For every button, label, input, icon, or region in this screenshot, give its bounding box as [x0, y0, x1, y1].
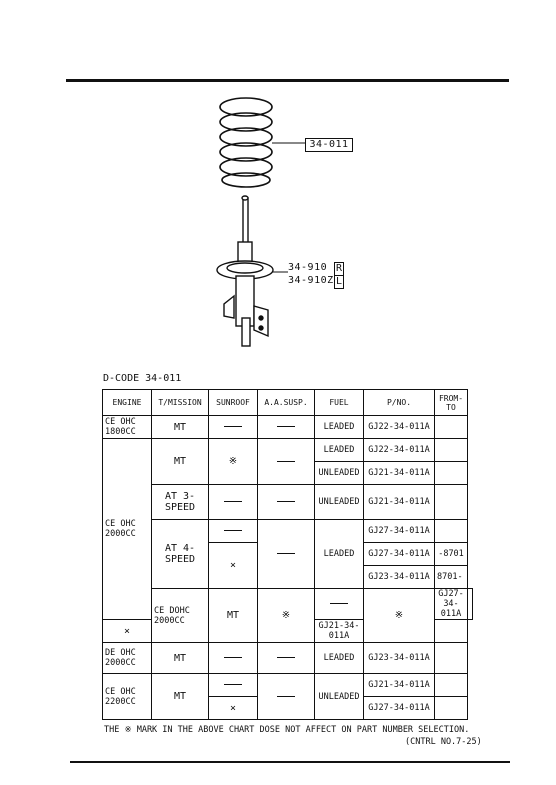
- sunroof-cell: ×: [209, 543, 258, 589]
- engine-cell: CE OHC 1800CC: [103, 416, 152, 439]
- sunroof-cell: [209, 416, 258, 439]
- part-number-cell: GJ22-34-011A: [364, 416, 435, 439]
- engine-cell: DE OHC 2000CC: [103, 643, 152, 674]
- table-row: [103, 520, 473, 543]
- aa-susp-cell: [315, 589, 364, 620]
- fuel-cell: LEADED: [315, 416, 364, 439]
- d-code-label: D-CODE 34-011: [103, 373, 182, 384]
- control-number: (CNTRL NO.7-25): [405, 737, 482, 747]
- sunroof-cell: [209, 520, 258, 543]
- from-to-cell: [468, 589, 473, 620]
- from-to-cell: [435, 485, 468, 520]
- part-number-cell: GJ27-34-011A: [364, 697, 435, 720]
- table-row: [103, 416, 473, 439]
- dash-mark: [277, 657, 295, 658]
- sunroof-cell: ※: [209, 439, 258, 485]
- dash-mark: [277, 426, 295, 427]
- engine-cell: CE DOHC 2000CC: [152, 589, 209, 643]
- fuel-cell: UNLEADED: [315, 674, 364, 720]
- strut-left-callout: 34-910Z: [288, 275, 334, 286]
- dash-mark: [224, 530, 242, 531]
- fuel-cell: LEADED: [315, 520, 364, 589]
- table-row: [103, 674, 473, 697]
- transmission-cell: MT: [152, 643, 209, 674]
- strut-assembly-diagram: [200, 92, 360, 362]
- part-number-cell: GJ21-34-011A: [315, 620, 364, 643]
- from-to-cell: [435, 439, 468, 462]
- dash-mark: [330, 603, 348, 604]
- header-aa-susp: A.A.SUSP.: [258, 390, 315, 416]
- dash-mark: [224, 684, 242, 685]
- aa-susp-cell: [258, 485, 315, 520]
- footnote: THE ※ MARK IN THE ABOVE CHART DOSE NOT AFFECT ON PART NUMBER SELECTION.: [104, 725, 470, 735]
- aa-susp-cell: ×: [103, 620, 152, 643]
- side-right-label: R: [336, 263, 343, 274]
- sunroof-cell: ×: [209, 697, 258, 720]
- dash-mark: [224, 657, 242, 658]
- fuel-cell: LEADED: [315, 643, 364, 674]
- dash-mark: [277, 501, 295, 502]
- strut-right-callout: 34-910: [288, 262, 328, 273]
- transmission-cell: MT: [152, 416, 209, 439]
- part-number-cell: GJ27-34-011A: [364, 520, 435, 543]
- header-transmission: T/MISSION: [152, 390, 209, 416]
- top-rule: [66, 79, 509, 82]
- from-to-cell: 8701-: [435, 566, 468, 589]
- from-to-cell: [435, 416, 468, 439]
- part-number-cell: GJ23-34-011A: [364, 566, 435, 589]
- sunroof-cell: ※: [258, 589, 315, 643]
- part-number-cell: GJ21-34-011A: [364, 674, 435, 697]
- aa-susp-cell: [258, 416, 315, 439]
- header-fuel: FUEL: [315, 390, 364, 416]
- table-row: [103, 589, 473, 620]
- part-number-cell: GJ23-34-011A: [364, 643, 435, 674]
- from-to-cell: -8701: [435, 543, 468, 566]
- header-sunroof: SUNROOF: [209, 390, 258, 416]
- transmission-cell: AT 3-SPEED: [152, 485, 209, 520]
- from-to-cell: [435, 697, 468, 720]
- header-part-number: P/NO.: [364, 390, 435, 416]
- engine-cell: CE OHC 2200CC: [103, 674, 152, 720]
- table-row: [103, 485, 473, 520]
- transmission-cell: MT: [152, 674, 209, 720]
- side-left-label: L: [336, 276, 343, 287]
- part-number-cell: GJ21-34-011A: [364, 462, 435, 485]
- aa-susp-cell: [258, 643, 315, 674]
- header-from-to: FROM-TO: [435, 390, 468, 416]
- table-row: [103, 439, 473, 462]
- fuel-cell: UNLEADED: [315, 485, 364, 520]
- transmission-cell: MT: [152, 439, 209, 485]
- spring-part-callout: 34-011: [305, 138, 353, 152]
- aa-susp-cell: [258, 439, 315, 485]
- from-to-cell: [435, 462, 468, 485]
- table-header-row: [103, 390, 473, 416]
- dash-mark: [277, 696, 295, 697]
- from-to-cell: [435, 674, 468, 697]
- dash-mark: [224, 501, 242, 502]
- engine-cell: CE OHC 2000CC: [103, 439, 152, 620]
- part-number-cell: GJ21-34-011A: [364, 485, 435, 520]
- part-number-cell: GJ27-34-011A: [364, 543, 435, 566]
- sunroof-cell: [209, 485, 258, 520]
- transmission-cell: MT: [209, 589, 258, 643]
- aa-susp-cell: [258, 674, 315, 720]
- fuel-cell: UNLEADED: [315, 462, 364, 485]
- dash-mark: [224, 426, 242, 427]
- aa-susp-cell: [258, 520, 315, 589]
- fuel-cell: LEADED: [315, 439, 364, 462]
- from-to-cell: [435, 520, 468, 543]
- transmission-cell: AT 4-SPEED: [152, 520, 209, 589]
- coil-spring: [220, 98, 272, 187]
- part-number-cell: GJ22-34-011A: [364, 439, 435, 462]
- fuel-cell: ※: [364, 589, 435, 643]
- sunroof-cell: [209, 674, 258, 697]
- bottom-rule: [70, 761, 510, 763]
- from-to-cell: [435, 643, 468, 674]
- table-row: [103, 643, 473, 674]
- sunroof-cell: [209, 643, 258, 674]
- part-number-cell: GJ27-34-011A: [435, 589, 468, 620]
- from-to-cell: [435, 620, 468, 643]
- dash-mark: [277, 553, 295, 554]
- dash-mark: [277, 461, 295, 462]
- header-engine: ENGINE: [103, 390, 152, 416]
- parts-table: [102, 389, 473, 720]
- shock-absorber: [217, 196, 273, 346]
